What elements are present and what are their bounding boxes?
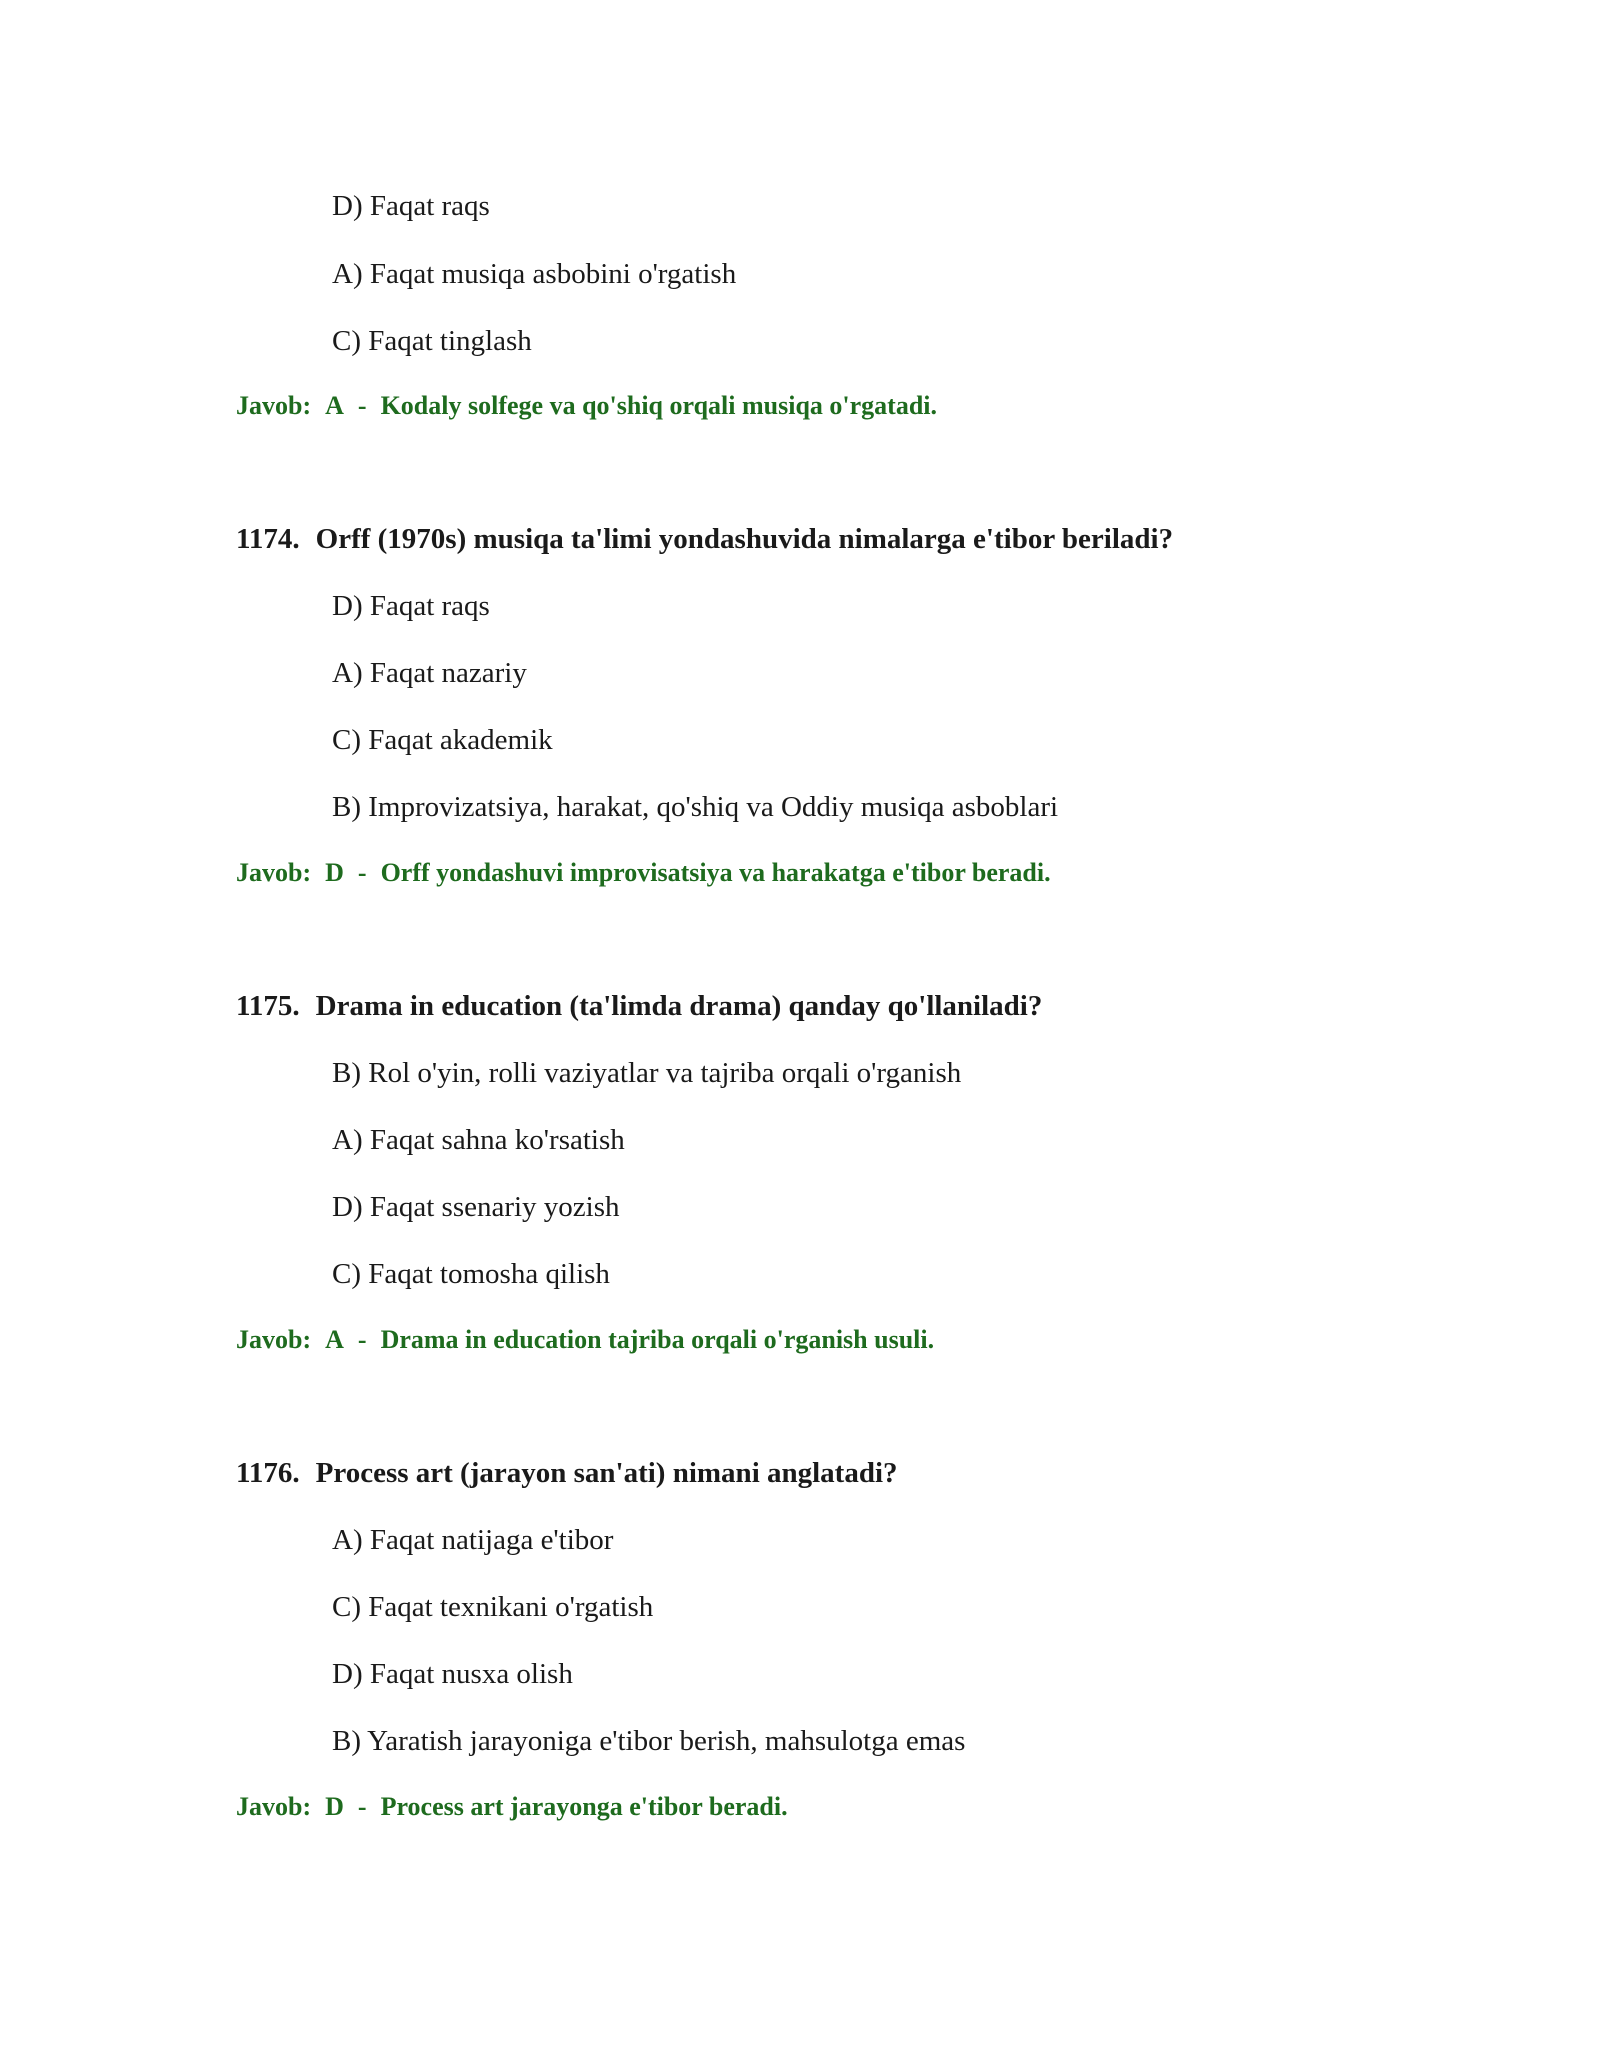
answer-letter: D xyxy=(325,1792,344,1821)
answer-dash: - xyxy=(357,1792,367,1821)
question-1176-answer-line xyxy=(236,1790,788,1824)
question-1175-option-4: C) Faqat tomosha qilish xyxy=(332,1258,610,1290)
question-number: 1175. xyxy=(236,990,300,1022)
answer-letter: D xyxy=(325,858,344,887)
question-1174-option-3: C) Faqat akademik xyxy=(332,724,553,756)
answer-label: Javob: xyxy=(236,858,312,887)
answer-dash: - xyxy=(357,858,367,887)
question-number: 1174. xyxy=(236,523,300,555)
question-text: Process art (jarayon san'ati) nimani anglatadi? xyxy=(315,1457,898,1489)
answer-label: Javob: xyxy=(236,1325,312,1354)
question-1176-option-2: C) Faqat texnikani o'rgatish xyxy=(332,1591,654,1623)
question-number: 1176. xyxy=(236,1457,300,1489)
answer-explanation: Process art jarayonga e'tibor beradi. xyxy=(380,1792,788,1821)
question-1175 xyxy=(236,988,1042,1024)
question-1176-option-3: D) Faqat nusxa olish xyxy=(332,1658,573,1690)
answer-letter: A xyxy=(325,391,344,420)
answer-dash: - xyxy=(357,1325,367,1354)
lead-answer-line xyxy=(236,389,937,423)
answer-dash: - xyxy=(357,391,367,420)
answer-explanation: Kodaly solfege va qo'shiq orqali musiqa o'rgatadi. xyxy=(380,391,938,420)
question-1174-answer-line xyxy=(236,856,1051,890)
answer-explanation: Orff yondashuvi improvisatsiya va harakatga e'tibor beradi. xyxy=(380,858,1051,887)
question-1175-option-1: B) Rol o'yin, rolli vaziyatlar va tajriba orqali o'rganish xyxy=(332,1057,962,1089)
question-1176-option-1: A) Faqat natijaga e'tibor xyxy=(332,1524,614,1556)
answer-letter: A xyxy=(325,1325,344,1354)
question-1174-option-1: D) Faqat raqs xyxy=(332,590,490,622)
lead-option-2: A) Faqat musiqa asbobini o'rgatish xyxy=(332,258,737,290)
question-1175-option-3: D) Faqat ssenariy yozish xyxy=(332,1191,620,1223)
question-1174-option-4: B) Improvizatsiya, harakat, qo'shiq va Oddiy musiqa asboblari xyxy=(332,791,1059,823)
question-1175-answer-line xyxy=(236,1323,934,1357)
answer-label: Javob: xyxy=(236,391,312,420)
question-1175-option-2: A) Faqat sahna ko'rsatish xyxy=(332,1124,625,1156)
question-1174-option-2: A) Faqat nazariy xyxy=(332,657,527,689)
question-text: Orff (1970s) musiqa ta'limi yondashuvida nimalarga e'tibor beriladi? xyxy=(315,523,1174,555)
question-1176-option-4: B) Yaratish jarayoniga e'tibor berish, mahsulotga emas xyxy=(332,1725,966,1757)
answer-label: Javob: xyxy=(236,1792,312,1821)
question-1176 xyxy=(236,1455,898,1491)
question-text: Drama in education (ta'limda drama) qanday qo'llaniladi? xyxy=(315,990,1043,1022)
question-1174 xyxy=(236,521,1173,557)
lead-option-1: D) Faqat raqs xyxy=(332,190,490,222)
answer-explanation: Drama in education tajriba orqali o'rganish usuli. xyxy=(380,1325,935,1354)
lead-option-3: C) Faqat tinglash xyxy=(332,325,532,357)
